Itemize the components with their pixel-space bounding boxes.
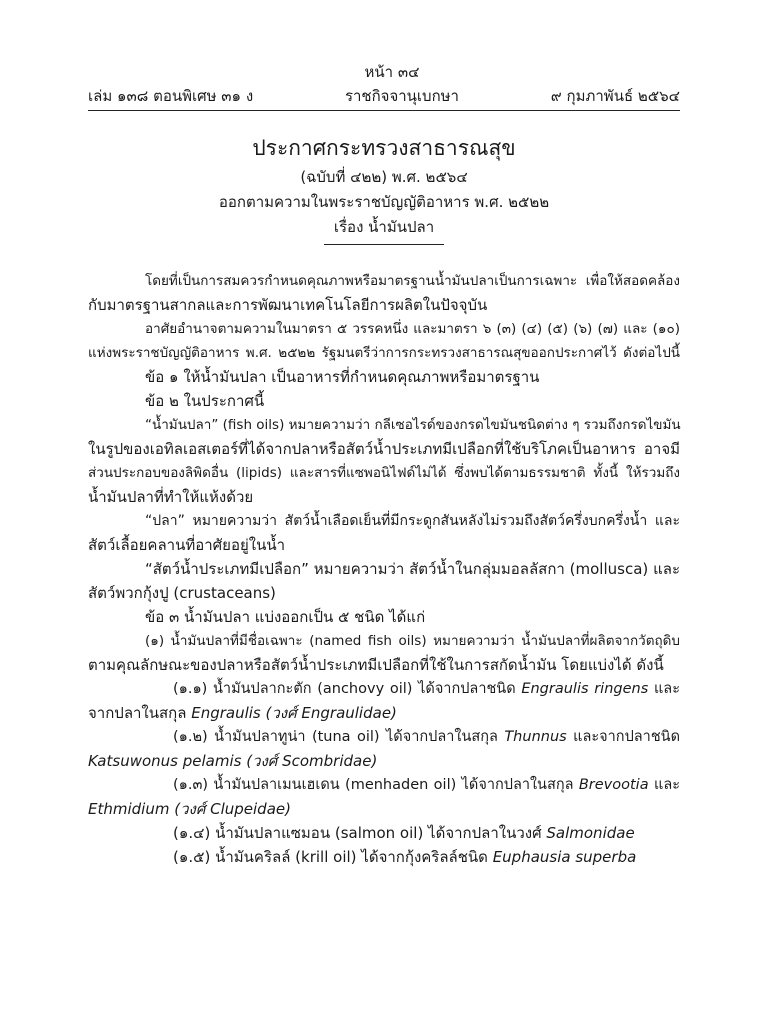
definition-line: “ปลา” หมายความว่า สัตว์น้ำเลือดเย็นที่มีกระดูกสันหลังไม่รวมถึงสัตว์ครึ่งบกครึ่งน้ำ และ	[145, 513, 680, 529]
page-number: หน้า ๓๔	[364, 63, 420, 81]
gazette-page	[88, 60, 680, 869]
document-body	[88, 269, 680, 869]
clause-2: ข้อ ๒ ในประกาศนี้	[145, 392, 265, 410]
definition-line: “น้ำมันปลา” (fish oils) หมายความว่า กลีเซอไรด์ของกรดไขมันชนิดต่าง ๆ รวมถึงกรดไขมัน	[145, 417, 681, 433]
authority-line: อาศัยอำนาจตามความในมาตรา ๕ วรรคหนึ่ง และมาตรา ๖ (๓) (๔) (๕) (๖) (๗) และ (๑๐)	[145, 321, 680, 337]
announcement-number: (ฉบับที่ ๔๒๒) พ.ศ. ๒๕๖๔	[300, 168, 468, 186]
item-line: (๑) น้ำมันปลาที่มีชื่อเฉพาะ (named fish oils) หมายความว่า น้ำมันปลาที่ผลิตจากวัตถุดิบ	[145, 633, 680, 649]
document-title: ประกาศกระทรวงสาธารณสุข	[252, 136, 516, 160]
subject: เรื่อง น้ำมันปลา	[333, 218, 435, 236]
species-line: (๑.๕) น้ำมันคริลล์ (krill oil) ได้จากกุ้งคริลล์ชนิด Euphausia superba	[173, 848, 637, 866]
gazette-header	[88, 84, 680, 108]
clause-3: ข้อ ๓ น้ำมันปลา แบ่งออกเป็น ๕ ชนิด ได้แก่	[145, 608, 426, 626]
definition-line: สัตว์พวกกุ้งปู (crustaceans)	[88, 584, 276, 602]
species-line: (๑.๓) น้ำมันปลาเมนเฮเดน (menhaden oil) ได้จากปลาในสกุล Brevootia และ	[173, 777, 680, 793]
volume-info: เล่ม ๑๓๘ ตอนพิเศษ ๓๑ ง	[88, 87, 254, 105]
legal-basis: ออกตามความในพระราชบัญญัติอาหาร พ.ศ. ๒๕๒๒	[218, 193, 550, 211]
clause-1: ข้อ ๑ ให้น้ำมันปลา เป็นอาหารที่กำหนดคุณภาพหรือมาตรฐาน	[145, 368, 540, 386]
definition-line: ส่วนประกอบของลิพิดอื่น (lipids) และสารที่แซพอนิไฟด์ไม่ได้ ซึ่งพบได้ตามธรรมชาติ ทั้งนี้ ให้รวมถึง	[88, 465, 680, 481]
preamble-line: โดยที่เป็นการสมควรกำหนดคุณภาพหรือมาตรฐานน้ำมันปลาเป็นการเฉพาะ เพื่อให้สอดคล้อง	[145, 273, 680, 289]
definition-line: น้ำมันปลาที่ทำให้แห้งด้วย	[88, 488, 254, 506]
species-line: (๑.๒) น้ำมันปลาทูน่า (tuna oil) ได้จากปลาในสกุล Thunnus และจากปลาชนิด	[173, 729, 680, 745]
title-divider	[324, 244, 444, 245]
species-line: (๑.๔) น้ำมันปลาแซมอน (salmon oil) ได้จากปลาในวงศ์ Salmonidae	[173, 824, 635, 842]
header-divider	[88, 110, 680, 111]
preamble-line: กับมาตรฐานสากลและการพัฒนาเทคโนโลยีการผลิตในปัจจุบัน	[88, 296, 488, 314]
definition-line: “สัตว์น้ำประเภทมีเปลือก” หมายความว่า สัตว์น้ำในกลุ่มมอลลัสกา (mollusca) และ	[145, 560, 680, 578]
species-line: จากปลาในสกุล Engraulis (วงศ์ Engraulidae)	[88, 704, 397, 722]
item-line: ตามคุณลักษณะของปลาหรือสัตว์น้ำประเภทมีเปลือกที่ใช้ในการสกัดน้ำมัน โดยแบ่งได้ ดังนี้	[88, 656, 664, 674]
authority-line: แห่งพระราชบัญญัติอาหาร พ.ศ. ๒๕๒๒ รัฐมนตรีว่าการกระทรวงสาธารณสุขออกประกาศไว้ ดังต่อไปนี้	[88, 345, 680, 361]
definition-line: ในรูปของเอทิลเอสเตอร์ที่ได้จากปลาหรือสัตว์น้ำประเภทมีเปลือกที่ใช้บริโภคเป็นอาหาร อาจมี	[88, 440, 680, 458]
definition-line: สัตว์เลื้อยคลานที่อาศัยอยู่ในน้ำ	[88, 536, 286, 554]
species-line: Ethmidium (วงศ์ Clupeidae)	[88, 800, 291, 818]
gazette-name: ราชกิจจานุเบกษา	[344, 87, 459, 105]
species-line: Katsuwonus pelamis (วงศ์ Scombridae)	[88, 752, 378, 770]
gazette-date: ๙ กุมภาพันธ์ ๒๕๖๔	[550, 87, 680, 105]
species-line: (๑.๑) น้ำมันปลากะตัก (anchovy oil) ได้จากปลาชนิด Engraulis ringens และ	[173, 681, 680, 697]
